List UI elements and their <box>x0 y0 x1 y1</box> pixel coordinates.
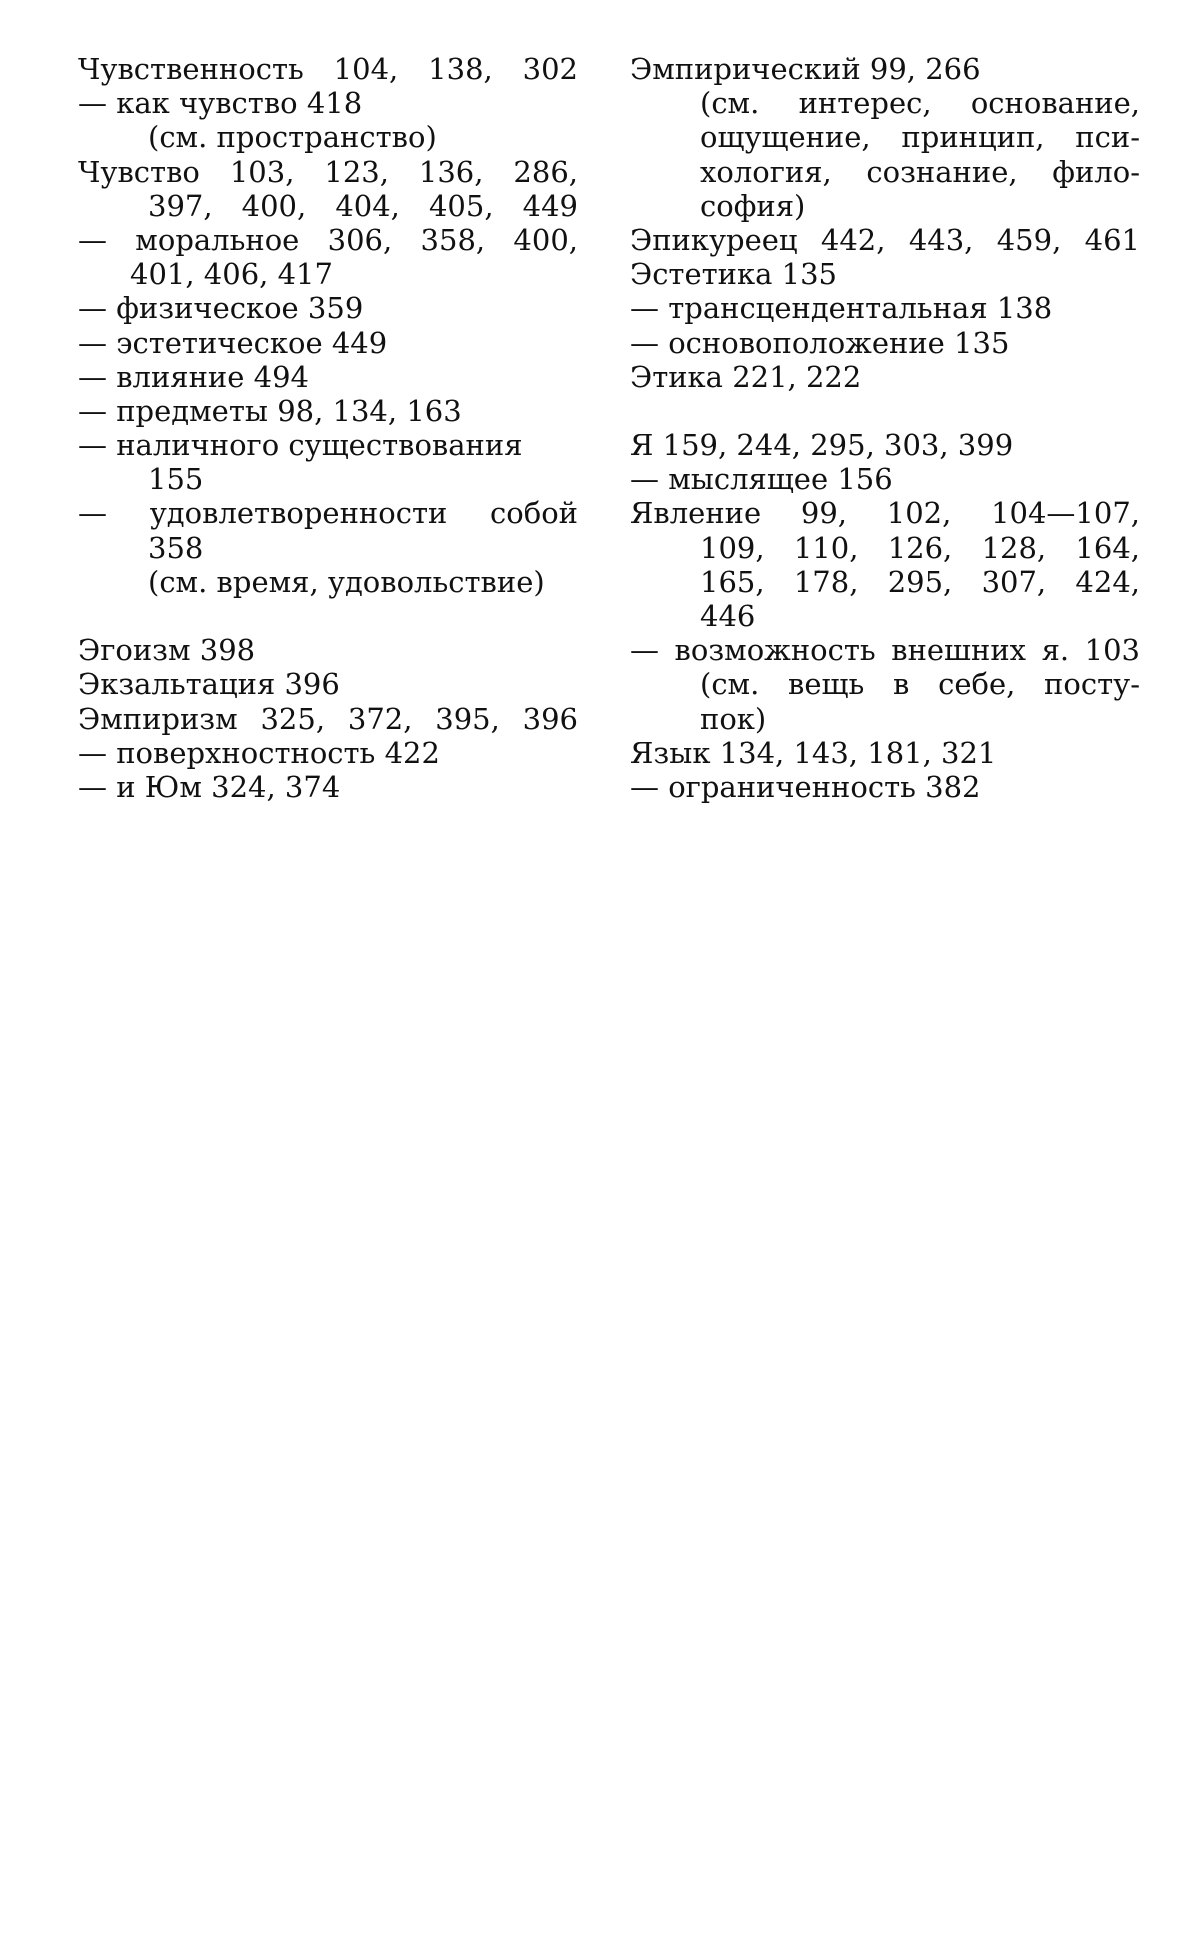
index-entry: — как чувство 418 <box>78 86 363 121</box>
index-entry: Экзальтация 396 <box>78 667 340 702</box>
index-entry-continuation: хология, сознание, фило- <box>700 154 1140 189</box>
index-entry: Эмпиризм 325, 372, 395, 396 <box>78 701 578 736</box>
index-column-right <box>630 52 1140 804</box>
index-entry-continuation: 109, 110, 126, 128, 164, <box>700 530 1140 565</box>
index-column-left <box>78 52 578 804</box>
index-entry-continuation: 446 <box>700 599 756 633</box>
index-entry: — возможность внешних я. 103 <box>630 633 1140 668</box>
index-entry-continuation: (см. пространство) <box>148 120 437 155</box>
index-entry-continuation: 155 <box>148 462 204 497</box>
index-entry: — поверхностность 422 <box>78 735 440 770</box>
index-entry-continuation: пок) <box>700 701 767 736</box>
index-spacer <box>630 394 1140 428</box>
index-entry: — мыслящее 156 <box>630 462 893 497</box>
index-entry: — удовлетворенности собой <box>78 496 578 531</box>
index-entry-continuation: ощущение, принцип, пси- <box>700 120 1140 155</box>
index-entry: Я 159, 244, 295, 303, 399 <box>630 428 1014 463</box>
index-entry: Чувственность 104, 138, 302 <box>78 52 578 86</box>
index-entry: — наличного существования <box>78 428 523 463</box>
index-entry-continuation: 358 <box>148 530 204 565</box>
index-spacer <box>78 599 578 633</box>
index-entry-continuation: (см. вещь в себе, посту- <box>700 667 1140 702</box>
index-entry-continuation: 397, 400, 404, 405, 449 <box>148 188 578 223</box>
index-entry: Эгоизм 398 <box>78 633 256 668</box>
index-entry: Язык 134, 143, 181, 321 <box>630 735 997 770</box>
index-entry: Явление 99, 102, 104—107, <box>630 496 1140 531</box>
index-entry: Эпикуреец 442, 443, 459, 461 <box>630 222 1140 257</box>
index-entry-continuation: (см. интерес, основание, <box>700 86 1140 121</box>
index-entry: Эмпирический 99, 266 <box>630 52 981 86</box>
index-entry: — ограниченность 382 <box>630 769 981 804</box>
index-entry: Этика 221, 222 <box>630 359 862 394</box>
index-entry-continuation: 401, 406, 417 <box>130 257 333 292</box>
index-entry: Чувство 103, 123, 136, 286, <box>78 154 578 189</box>
index-entry: Эстетика 135 <box>630 257 837 292</box>
index-entry: — эстетическое 449 <box>78 325 388 360</box>
index-entry: — влияние 494 <box>78 359 309 394</box>
index-entry: — предметы 98, 134, 163 <box>78 393 462 428</box>
index-entry: — физическое 359 <box>78 291 364 326</box>
index-entry-continuation: 165, 178, 295, 307, 424, <box>700 564 1140 599</box>
index-entry: — трансцендентальная 138 <box>630 291 1053 326</box>
index-entry-continuation: (см. время, удовольствие) <box>148 564 545 599</box>
index-entry-continuation: софия) <box>700 188 806 223</box>
index-entry: — и Юм 324, 374 <box>78 769 341 804</box>
index-entry: — основоположение 135 <box>630 325 1010 360</box>
index-entry: — моральное 306, 358, 400, <box>78 222 578 257</box>
